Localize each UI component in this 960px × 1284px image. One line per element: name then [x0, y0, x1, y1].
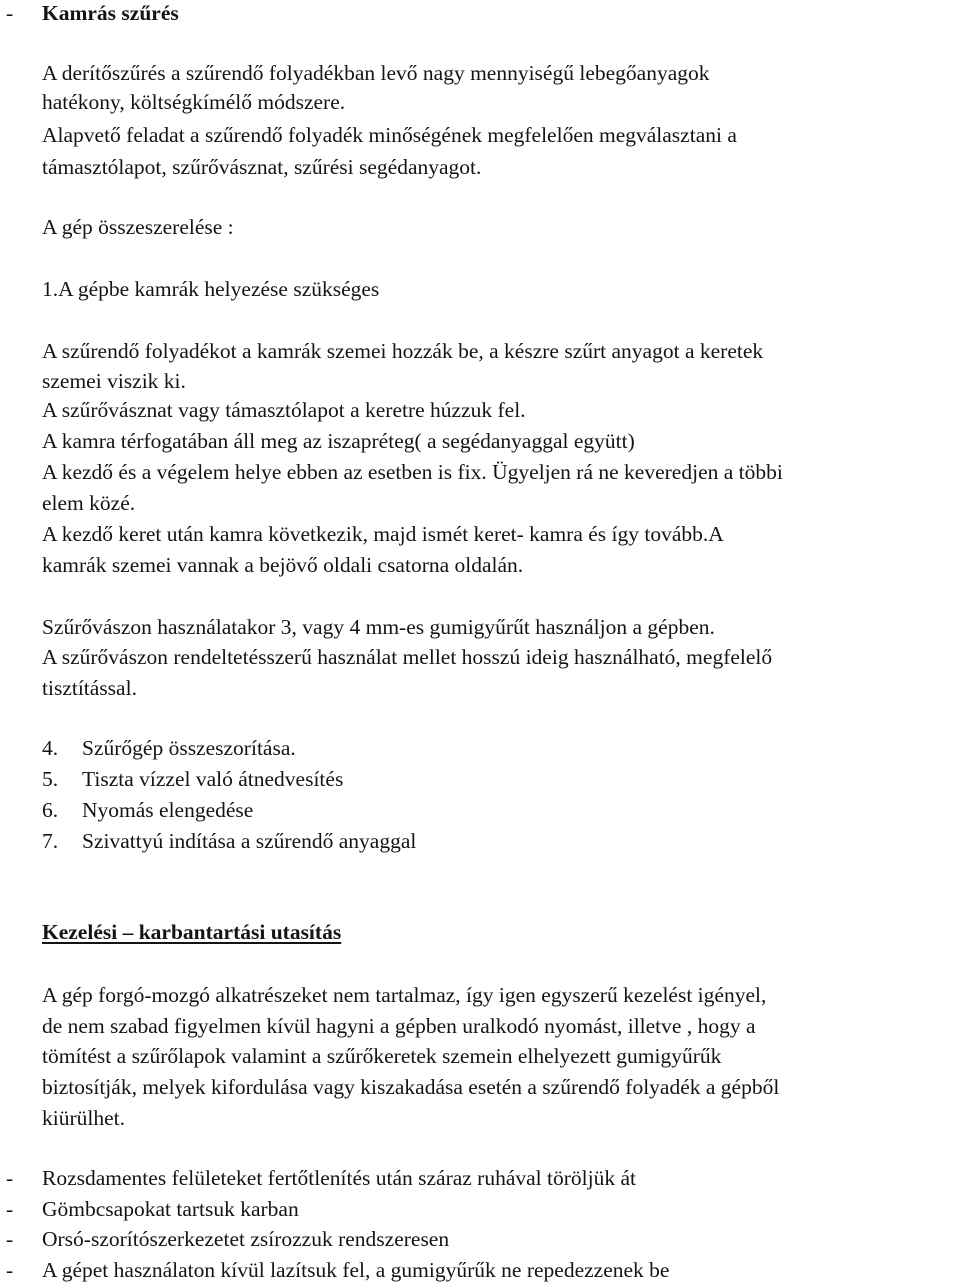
step-number: 6. — [42, 798, 59, 822]
list-bullet: - — [6, 1258, 14, 1282]
list-bullet: - — [6, 1166, 14, 1190]
paragraph-line: tisztítással. — [42, 676, 137, 700]
paragraph-line: szemei viszik ki. — [42, 369, 186, 393]
paragraph-line: A kezdő keret után kamra következik, majd ismét keret- kamra és így tovább.A — [42, 522, 724, 546]
step-text: Szűrőgép összeszorítása. — [82, 736, 296, 760]
paragraph-line: A kezdő és a végelem helye ebben az esetben is fix. Ügyeljen rá ne keveredjen a többi — [42, 460, 783, 484]
paragraph-line: A szűrendő folyadékot a kamrák szemei hozzák be, a készre szűrt anyagot a keretek — [42, 339, 764, 363]
paragraph-line: biztosítják, melyek kifordulása vagy kiszakadása esetén a szűrendő folyadék a gépből — [42, 1075, 780, 1099]
list-item: Gömbcsapokat tartsuk karban — [42, 1197, 299, 1221]
list-item: Rozsdamentes felületeket fertőtlenítés után száraz ruhával töröljük át — [42, 1166, 637, 1190]
paragraph-line: A szűrővásznat vagy támasztólapot a keretre húzzuk fel. — [42, 398, 526, 422]
step-number: 4. — [42, 736, 59, 760]
assembly-heading: A gép összeszerelése : — [42, 215, 234, 239]
step-text: Nyomás elengedése — [82, 798, 254, 822]
list-item: Orsó-szorítószerkezetet zsírozzuk rendszeresen — [42, 1227, 450, 1251]
paragraph-line: kamrák szemei vannak a bejövő oldali csatorna oldalán. — [42, 553, 524, 577]
step-text: Tiszta vízzel való átnedvesítés — [82, 767, 344, 791]
list-item: A gépet használaton kívül lazítsuk fel, a gumigyűrűk ne repedezzenek be — [42, 1258, 670, 1282]
paragraph-line: A szűrővászon rendeltetésszerű használat mellet hosszú ideig használható, megfelelő — [42, 645, 773, 669]
step-number: 5. — [42, 767, 59, 791]
section-title: Kezelési – karbantartási utasítás — [42, 920, 342, 944]
paragraph-line: Alapvető feladat a szűrendő folyadék minőségének megfelelően megválasztani a — [42, 123, 737, 147]
paragraph-line: A kamra térfogatában áll meg az iszapréteg( a segédanyaggal együtt) — [42, 429, 635, 453]
list-bullet: - — [6, 1227, 14, 1251]
paragraph-line: tömítést a szűrőlapok valamint a szűrőkeretek szemein elhelyezett gumigyűrűk — [42, 1044, 722, 1068]
paragraph-line: támasztólapot, szűrővásznat, szűrési segédanyagot. — [42, 155, 482, 179]
list-bullet: - — [6, 1197, 14, 1221]
step-item: 1.A gépbe kamrák helyezése szükséges — [42, 277, 380, 301]
paragraph-line: A gép forgó-mozgó alkatrészeket nem tartalmaz, így igen egyszerű kezelést igényel, — [42, 983, 767, 1007]
section-dash: - — [6, 1, 14, 25]
step-number: 7. — [42, 829, 59, 853]
paragraph-line: elem közé. — [42, 491, 136, 515]
step-text: Szivattyú indítása a szűrendő anyaggal — [82, 829, 417, 853]
section-title: Kamrás szűrés — [42, 1, 179, 25]
paragraph-line: A derítőszűrés a szűrendő folyadékban levő nagy mennyiségű lebegőanyagok — [42, 61, 710, 85]
paragraph-line: hatékony, költségkímélő módszere. — [42, 90, 346, 114]
paragraph-line: Szűrővászon használatakor 3, vagy 4 mm-es gumigyűrűt használjon a gépben. — [42, 615, 715, 639]
paragraph-line: kiürülhet. — [42, 1106, 125, 1130]
paragraph-line: de nem szabad figyelmen kívül hagyni a gépben uralkodó nyomást, illetve , hogy a — [42, 1014, 756, 1038]
